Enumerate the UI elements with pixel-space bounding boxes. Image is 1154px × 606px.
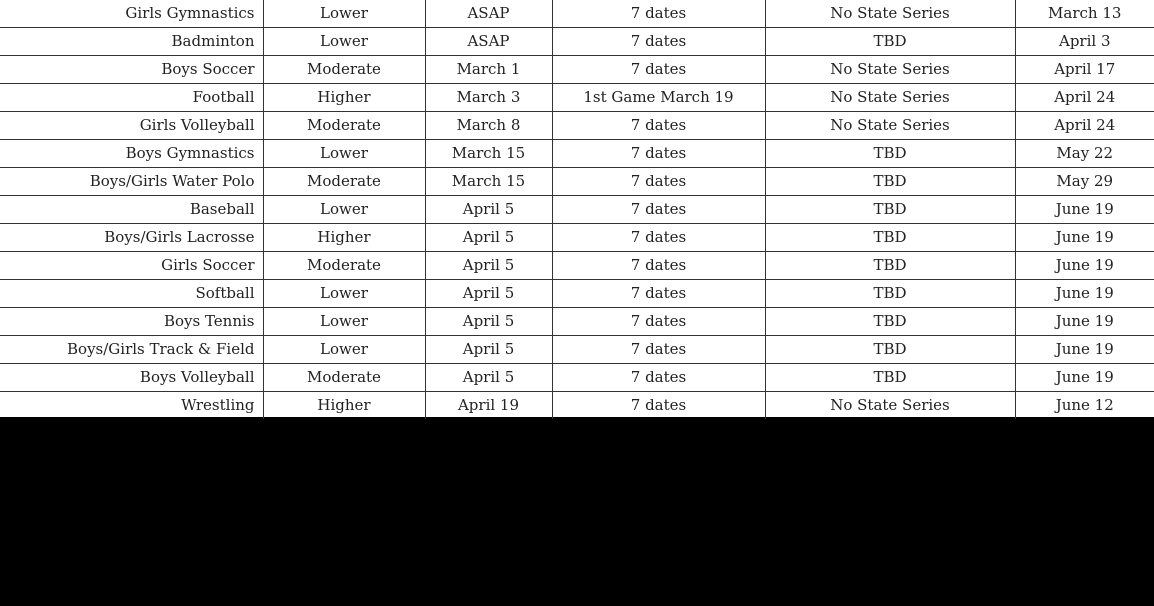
season-end-cell: March 13 xyxy=(1015,0,1154,28)
sport-cell: Girls Gymnastics xyxy=(125,4,255,22)
sport-cell: Boys Soccer xyxy=(0,56,263,84)
table-row xyxy=(0,196,1154,224)
risk-level-cell: Lower xyxy=(263,0,425,28)
games-cell: 7 dates xyxy=(552,252,765,280)
state-series-cell: TBD xyxy=(765,280,1015,308)
practice-start-cell: April 5 xyxy=(425,308,552,336)
season-end-cell: April 24 xyxy=(1015,112,1154,140)
sport-cell: Boys Tennis xyxy=(0,308,263,336)
state-series-cell: TBD xyxy=(765,196,1015,224)
sport-cell: Boys/Girls Water Polo xyxy=(0,168,263,196)
table-row xyxy=(0,336,1154,364)
games-cell: 7 dates xyxy=(552,0,765,28)
risk-level-cell: Higher xyxy=(263,84,425,112)
state-series-cell: TBD xyxy=(765,308,1015,336)
state-series-cell: TBD xyxy=(765,364,1015,392)
risk-level-cell: Lower xyxy=(263,336,425,364)
table-row xyxy=(0,168,1154,196)
state-series-cell: TBD xyxy=(765,252,1015,280)
sport-cell: Boys Gymnastics xyxy=(0,140,263,168)
table-row xyxy=(0,84,1154,112)
table-row xyxy=(0,28,1154,56)
practice-start-cell: March 1 xyxy=(425,56,552,84)
practice-start-cell: April 19 xyxy=(425,392,552,420)
table-row xyxy=(0,0,1154,28)
sport-cell: Girls Soccer xyxy=(0,252,263,280)
table-row xyxy=(0,308,1154,336)
games-cell: 1st Game March 19 xyxy=(552,84,765,112)
games-cell: 7 dates xyxy=(552,112,765,140)
games-cell: 7 dates xyxy=(552,364,765,392)
table-row xyxy=(0,140,1154,168)
risk-level-cell: Moderate xyxy=(263,364,425,392)
risk-level-cell: Higher xyxy=(263,392,425,420)
state-series-cell: TBD xyxy=(765,28,1015,56)
games-cell: 7 dates xyxy=(552,336,765,364)
sport-cell: Boys Volleyball xyxy=(0,364,263,392)
risk-level-cell: Moderate xyxy=(263,252,425,280)
risk-level-cell: Moderate xyxy=(263,56,425,84)
season-end-cell: April 3 xyxy=(1015,28,1154,56)
games-cell: 7 dates xyxy=(552,168,765,196)
season-end-cell: June 19 xyxy=(1015,364,1154,392)
state-series-cell: No State Series xyxy=(765,0,1015,28)
practice-start-cell: ASAP xyxy=(425,28,552,56)
state-series-cell: No State Series xyxy=(765,392,1015,420)
practice-start-cell: ASAP xyxy=(425,0,552,28)
risk-level-cell: Moderate xyxy=(263,168,425,196)
risk-level-cell: Lower xyxy=(263,280,425,308)
sport-cell: Wrestling xyxy=(0,392,263,420)
state-series-cell: No State Series xyxy=(765,56,1015,84)
state-series-cell: TBD xyxy=(765,336,1015,364)
practice-start-cell: April 5 xyxy=(425,336,552,364)
practice-start-cell: April 5 xyxy=(425,252,552,280)
practice-start-cell: April 5 xyxy=(425,196,552,224)
practice-start-cell: March 15 xyxy=(425,168,552,196)
sport-cell: Boys/Girls Lacrosse xyxy=(0,224,263,252)
table-row xyxy=(0,56,1154,84)
risk-level-cell: Lower xyxy=(263,28,425,56)
games-cell: 7 dates xyxy=(552,224,765,252)
games-cell: 7 dates xyxy=(552,140,765,168)
table-row xyxy=(0,252,1154,280)
state-series-cell: No State Series xyxy=(765,84,1015,112)
table-row xyxy=(0,224,1154,252)
season-end-cell: May 29 xyxy=(1015,168,1154,196)
season-end-cell: June 19 xyxy=(1015,336,1154,364)
sport-cell: Girls Volleyball xyxy=(0,112,263,140)
games-cell: 7 dates xyxy=(552,392,765,420)
practice-start-cell: March 15 xyxy=(425,140,552,168)
table-row xyxy=(0,392,1154,420)
season-end-cell: April 24 xyxy=(1015,84,1154,112)
practice-start-cell: March 8 xyxy=(425,112,552,140)
season-end-cell: June 19 xyxy=(1015,224,1154,252)
season-end-cell: May 22 xyxy=(1015,140,1154,168)
sport-cell: Boys/Girls Track & Field xyxy=(0,336,263,364)
practice-start-cell: April 5 xyxy=(425,364,552,392)
state-series-cell: TBD xyxy=(765,140,1015,168)
season-end-cell: June 19 xyxy=(1015,280,1154,308)
table-row xyxy=(0,112,1154,140)
sport-cell: Football xyxy=(0,84,263,112)
season-end-cell: June 19 xyxy=(1015,308,1154,336)
season-end-cell: June 12 xyxy=(1015,392,1154,420)
state-series-cell: No State Series xyxy=(765,112,1015,140)
risk-level-cell: Moderate xyxy=(263,112,425,140)
season-end-cell: June 19 xyxy=(1015,196,1154,224)
practice-start-cell: April 5 xyxy=(425,224,552,252)
games-cell: 7 dates xyxy=(552,56,765,84)
sport-cell: Badminton xyxy=(0,28,263,56)
season-end-cell: April 17 xyxy=(1015,56,1154,84)
risk-level-cell: Lower xyxy=(263,140,425,168)
state-series-cell: TBD xyxy=(765,168,1015,196)
table-row xyxy=(0,280,1154,308)
practice-start-cell: March 3 xyxy=(425,84,552,112)
state-series-cell: TBD xyxy=(765,224,1015,252)
practice-start-cell: April 5 xyxy=(425,280,552,308)
sport-cell: Baseball xyxy=(0,196,263,224)
games-cell: 7 dates xyxy=(552,308,765,336)
table-row xyxy=(0,364,1154,392)
season-end-cell: June 19 xyxy=(1015,252,1154,280)
risk-level-cell: Lower xyxy=(263,308,425,336)
games-cell: 7 dates xyxy=(552,280,765,308)
sport-cell: Softball xyxy=(0,280,263,308)
risk-level-cell: Higher xyxy=(263,224,425,252)
games-cell: 7 dates xyxy=(552,196,765,224)
risk-level-cell: Lower xyxy=(263,196,425,224)
games-cell: 7 dates xyxy=(552,28,765,56)
